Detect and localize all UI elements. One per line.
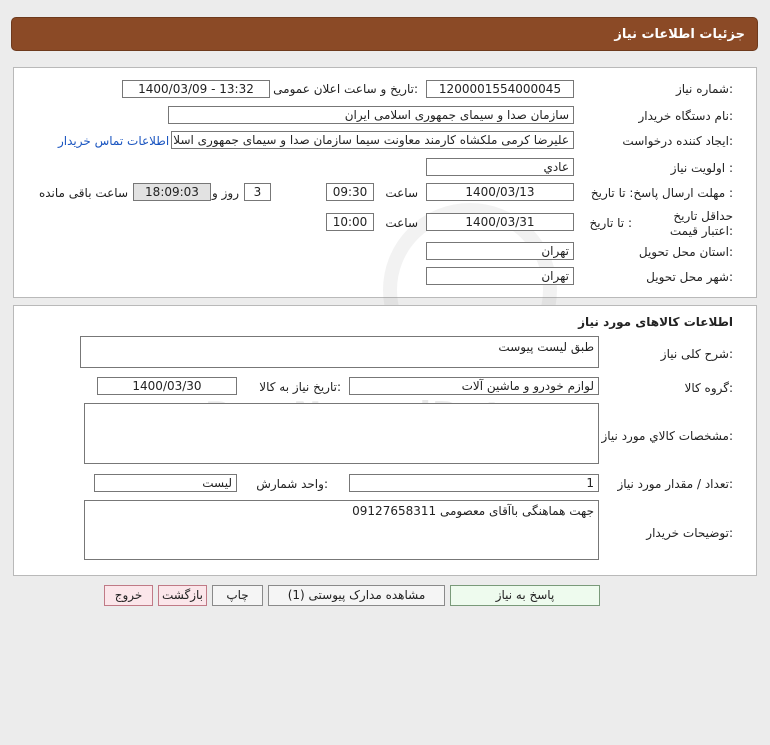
price-time-value: 10:00 [326, 213, 374, 231]
price-time-label: ساعت [385, 216, 418, 230]
province-value: تهران [426, 242, 574, 260]
exit-button[interactable]: خروج [104, 585, 153, 606]
unit-value: لیست [94, 474, 237, 492]
requester-value: علیرضا کرمی ملکشاه کارمند معاونت سیما سازمان صدا و سیمای جمهوری اسلا [171, 131, 574, 149]
price-validity-label: حداقل تاریخ اعتبار قیمت: [669, 209, 733, 238]
price-until-label: تا تاریخ : [589, 216, 632, 230]
remaining-time-value: 18:09:03 [133, 183, 211, 201]
need-number-label: شماره نیاز: [675, 82, 733, 96]
city-value: تهران [426, 267, 574, 285]
city-label: شهر محل تحویل: [646, 270, 733, 284]
specs-value [84, 403, 599, 464]
deadline-label: مهلت ارسال پاسخ: تا تاریخ : [590, 186, 733, 200]
announce-label: تاریخ و ساعت اعلان عمومی: [273, 82, 418, 96]
buyer-org-label: نام دستگاه خریدار: [638, 109, 733, 123]
price-date-value: 1400/03/31 [426, 213, 574, 231]
page-header [11, 17, 758, 51]
priority-value: عادي [426, 158, 574, 176]
province-label: استان محل تحویل: [638, 245, 733, 259]
remaining-label: ساعت باقی مانده [38, 186, 128, 200]
deadline-time-value: 09:30 [326, 183, 374, 201]
attachments-button[interactable]: مشاهده مدارک پیوستی (1) [268, 585, 445, 606]
buyer-contact-link[interactable]: اطلاعات تماس خریدار [58, 134, 170, 148]
requester-label: ایجاد کننده درخواست: [622, 134, 733, 148]
reply-button[interactable]: پاسخ به نیاز [450, 585, 600, 606]
buyer-notes-value: جهت هماهنگی باآقای معصومی 09127658311 [84, 500, 599, 560]
group-label: گروه کالا: [684, 381, 733, 395]
qty-label: تعداد / مقدار مورد نیاز: [617, 477, 733, 491]
buyer-org-value: سازمان صدا و سیمای جمهوری اسلامی ایران [168, 106, 574, 124]
deadline-date-value: 1400/03/13 [426, 183, 574, 201]
group-value: لوازم خودرو و ماشین آلات [349, 377, 599, 395]
need-date-value: 1400/03/30 [97, 377, 237, 395]
need-number-value: 1200001554000045 [426, 80, 574, 98]
days-label: روز و [212, 186, 239, 200]
days-count-value: 3 [244, 183, 271, 201]
priority-label: اولویت نیاز : [670, 161, 733, 175]
need-date-label: تاریخ نیاز به کالا: [259, 380, 341, 394]
specs-label: مشخصات کالاي مورد نياز: [601, 429, 733, 443]
announce-value: 1400/03/09 - 13:32 [122, 80, 270, 98]
qty-value: 1 [349, 474, 599, 492]
goods-section-title: اطلاعات کالاهای مورد نیاز [578, 315, 733, 329]
unit-label: واحد شمارش: [256, 477, 328, 491]
back-button[interactable]: بازگشت [158, 585, 207, 606]
print-button[interactable]: چاپ [212, 585, 263, 606]
buyer-notes-label: توضیحات خریدار: [646, 526, 733, 540]
deadline-time-label: ساعت [385, 186, 418, 200]
page-title: جزئیات اطلاعات نیاز [614, 27, 745, 42]
desc-label: شرح کلی نیاز: [660, 347, 733, 361]
desc-value: طبق لیست پیوست [80, 336, 599, 368]
